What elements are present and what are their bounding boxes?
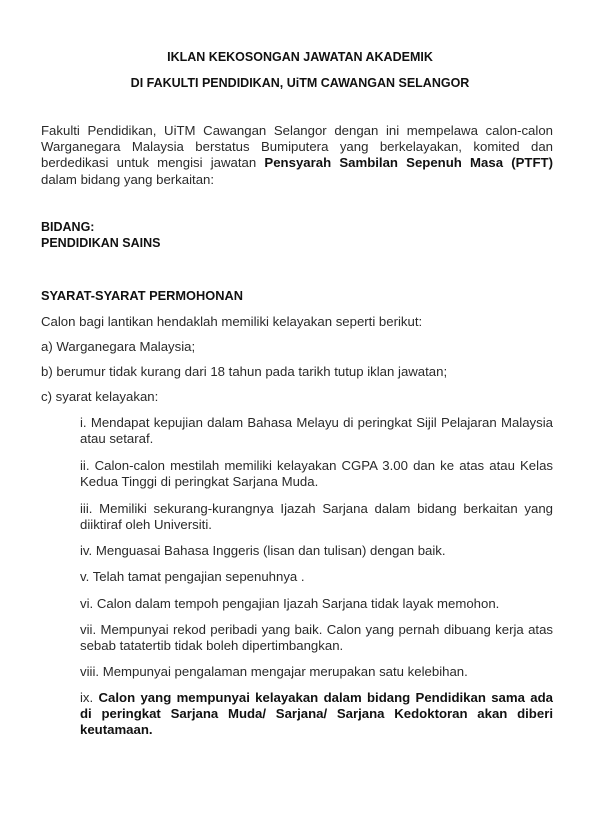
intro-paragraph [41,123,553,188]
syarat-intro: Calon bagi lantikan hendaklah memiliki kelayakan seperti berikut: [41,314,423,329]
qualification-item-ix [80,690,553,739]
qualification-item-iv: iv. Menguasai Bahasa Inggeris (lisan dan tulisan) dengan baik. [80,543,446,558]
requirement-item-c: c) syarat kelayakan: [41,389,159,404]
document-title-line-1: IKLAN KEKOSONGAN JAWATAN AKADEMIK [167,50,433,64]
qualification-item-i: i. Mendapat kepujian dalam Bahasa Melayu di peringkat Sijil Pelajaran Malaysia atau setaraf. [80,415,553,447]
qualification-item-vii: vii. Mempunyai rekod peribadi yang baik. Calon yang pernah dibuang kerja atas sebab tatatertib tidak boleh dipertimbangkan. [80,622,553,654]
bidang-label: BIDANG: [41,220,95,234]
qualification-item-viii: viii. Mempunyai pengalaman mengajar merupakan satu kelebihan. [80,664,468,679]
qualification-item-ii: ii. Calon-calon mestilah memiliki kelayakan CGPA 3.00 dan ke atas atau Kelas Kedua Tinggi di peringkat Sarjana Muda. [80,458,553,490]
document-title-line-2: DI FAKULTI PENDIDIKAN, UiTM CAWANGAN SELANGOR [130,76,470,90]
qualification-item-v: v. Telah tamat pengajian sepenuhnya . [80,569,305,584]
requirement-item-b: b) berumur tidak kurang dari 18 tahun pada tarikh tutup iklan jawatan; [41,364,448,379]
syarat-heading: SYARAT-SYARAT PERMOHONAN [41,288,243,303]
intro-text: Fakulti Pendidikan, UiTM Cawangan Selangor dengan ini mempelawa calon-calon Warganegara Malaysia berstatus Bumiputera yang berkelayakan, komited dan berdedikasi untuk mengisi jawatan [41,123,553,171]
intro-end: dalam bidang yang berkaitan: [41,171,215,187]
requirement-item-a: a) Warganegara Malaysia; [41,339,196,354]
item-ix-text: Calon yang mempunyai kelayakan dalam bidang Pendidikan sama ada di peringkat Sarjana Muda/ Sarjana/ Sarjana Kedoktoran akan diberi keutamaan. [80,690,553,738]
bidang-value: PENDIDIKAN SAINS [41,236,161,250]
qualification-item-iii: iii. Memiliki sekurang-kurangnya Ijazah Sarjana dalam bidang berkaitan yang diiktiraf oleh Universiti. [80,501,553,533]
position-title: Pensyarah Sambilan Sepenuh Masa (PTFT) [264,155,553,171]
item-ix-prefix: ix. [80,690,99,705]
qualification-item-vi: vi. Calon dalam tempoh pengajian Ijazah Sarjana tidak layak memohon. [80,596,500,611]
